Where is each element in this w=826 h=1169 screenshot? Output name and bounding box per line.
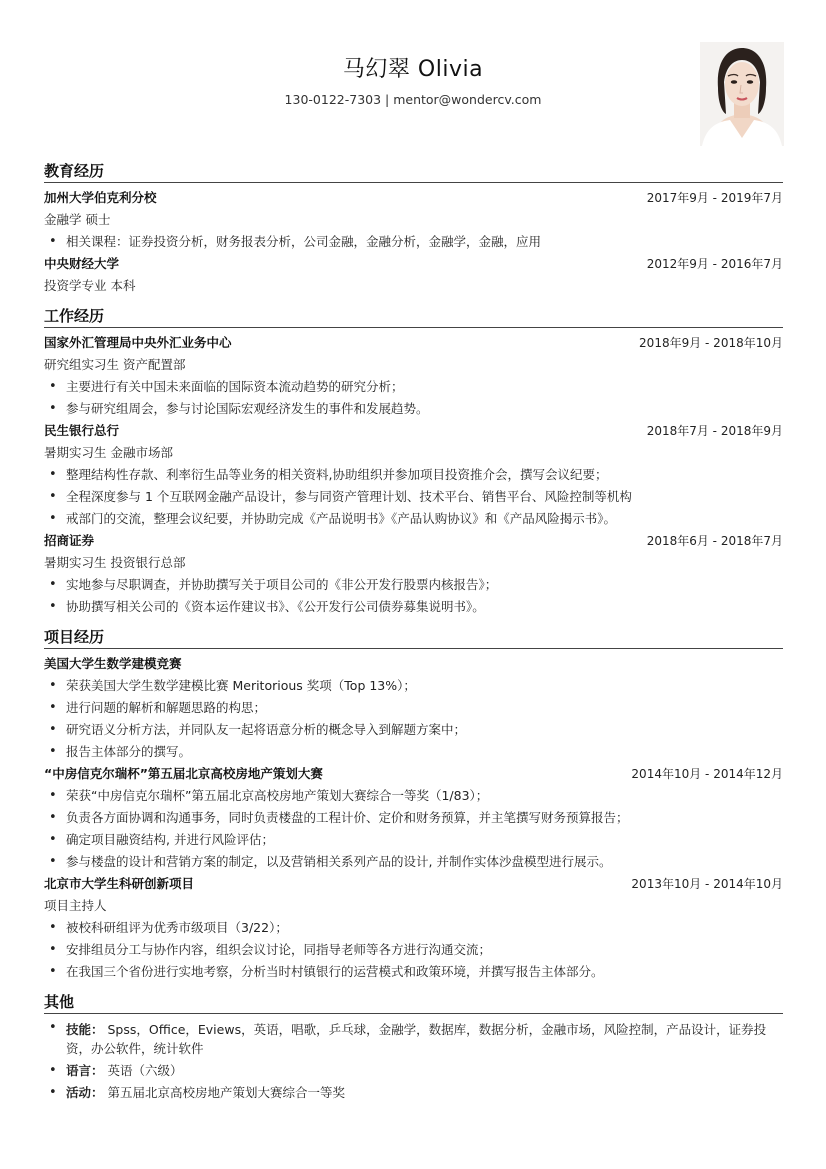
list-item: • 研究语义分析方法，并同队友一起将语意分析的概念导入到解题方案中；	[44, 719, 783, 741]
other-section	[44, 987, 783, 1104]
job-title: 研究组实习生 资产配置部	[44, 357, 186, 372]
list-item: • 参与楼盘的设计和营销方案的制定，以及营销相关系列产品的设计, 并制作实体沙盘模型进行展示。	[44, 851, 783, 873]
section-title: 工作经历	[44, 301, 783, 328]
list-item: • 荣获美国大学生数学建模比赛 Meritorious 奖项（Top 13%）；	[44, 675, 783, 697]
item-text: 英语（六级）	[107, 1063, 183, 1078]
list-item: • 被校科研组评为优秀市级项目（3/22）；	[44, 917, 783, 939]
degree: 投资学专业 本科	[44, 278, 136, 293]
list-item: • 确定项目融资结构, 并进行风险评估；	[44, 829, 783, 851]
list-item: • 参与研究组周会，参与讨论国际宏观经济发生的事件和发展趋势。	[44, 398, 783, 420]
date-range: 2014年10月 - 2014年12月	[631, 767, 783, 781]
project-entry	[44, 763, 783, 873]
date-range: 2017年9月 - 2019年7月	[646, 191, 783, 205]
list-item: • 进行问题的解析和解题思路的构思；	[44, 697, 783, 719]
contact-info: 130-0122-7303 | mentor@wondercv.com	[284, 92, 542, 107]
school-name: 中央财经大学	[44, 256, 120, 271]
project-name: “中房信克尔瑞杯”第五届北京高校房地产策划大赛	[44, 766, 323, 781]
date-range: 2018年7月 - 2018年9月	[646, 424, 783, 438]
school-name: 加州大学伯克利分校	[44, 190, 157, 205]
education-entry	[44, 253, 783, 297]
resume-content	[44, 152, 783, 1104]
portrait-photo	[700, 42, 784, 146]
date-range: 2013年10月 - 2014年10月	[631, 877, 783, 891]
list-item: • 戒部门的交流，整理会议纪要，并协助完成《产品说明书》《产品认购协议》和《产品风险揭示书》。	[44, 508, 783, 530]
list-item: • 全程深度参与 1 个互联网金融产品设计，参与同资产管理计划、技术平台、销售平台、风险控制等机构	[44, 486, 783, 508]
project-name: 美国大学生数学建模竞赛	[44, 656, 182, 671]
item-text: Spss，Office，Eviews，英语，唱歌，乒乓球，金融学，数据库，数据分析，金融市场，风险控制，产品设计，证券投资，办公软件，统计软件	[66, 1022, 767, 1056]
item-text: 第五届北京高校房地产策划大赛综合一等奖	[107, 1085, 346, 1100]
item-label: 语言：	[66, 1063, 104, 1078]
job-title: 暑期实习生 金融市场部	[44, 445, 173, 460]
candidate-name: 马幻翠 Olivia	[342, 57, 484, 82]
work-entry	[44, 420, 783, 530]
item-label: 技能：	[66, 1022, 104, 1037]
work-section	[44, 301, 783, 618]
education-section	[44, 156, 783, 297]
section-title: 教育经历	[44, 156, 783, 183]
job-title: 暑期实习生 投资银行总部	[44, 555, 186, 570]
list-item: • 相关课程：证券投资分析，财务报表分析，公司金融，金融分析，金融学，金融，应用	[44, 231, 783, 253]
work-entry	[44, 530, 783, 618]
activity-item	[44, 1082, 783, 1104]
list-item: • 荣获“中房信克尔瑞杯”第五届北京高校房地产策划大赛综合一等奖（1/83）；	[44, 785, 783, 807]
projects-section	[44, 622, 783, 983]
skills-item	[44, 1018, 783, 1060]
date-range: 2012年9月 - 2016年7月	[646, 257, 783, 271]
company-name: 招商证券	[44, 533, 95, 548]
degree: 金融学 硕士	[44, 212, 111, 227]
section-title: 其他	[44, 987, 783, 1014]
work-entry	[44, 332, 783, 420]
list-item: • 安排组员分工与协作内容，组织会议讨论，同指导老师等各方进行沟通交流；	[44, 939, 783, 961]
project-entry	[44, 653, 783, 763]
date-range: 2018年6月 - 2018年7月	[646, 534, 783, 548]
list-item: • 主要进行有关中国未来面临的国际资本流动趋势的研究分析；	[44, 376, 783, 398]
company-name: 民生银行总行	[44, 423, 120, 438]
project-role: 项目主持人	[44, 898, 107, 913]
company-name: 国家外汇管理局中央外汇业务中心	[44, 335, 232, 350]
item-label: 活动：	[66, 1085, 104, 1100]
list-item: • 报告主体部分的撰写。	[44, 741, 783, 763]
list-item: • 在我国三个省份进行实地考察，分析当时村镇银行的运营模式和政策环境，并撰写报告主体部分。	[44, 961, 783, 983]
section-title: 项目经历	[44, 622, 783, 649]
list-item: • 负责各方面协调和沟通事务，同时负责楼盘的工程计价、定价和财务预算，并主笔撰写财务预算报告；	[44, 807, 783, 829]
list-item: • 整理结构性存款、利率衍生品等业务的相关资料,协助组织并参加项目投资推介会，撰写会议纪要；	[44, 464, 783, 486]
portrait-photo-icon	[700, 42, 784, 146]
list-item: • 实地参与尽职调查，并协助撰写关于项目公司的《非公开发行股票内核报告》；	[44, 574, 783, 596]
project-entry	[44, 873, 783, 983]
list-item: • 协助撰写相关公司的《资本运作建议书》、《公开发行公司债券募集说明书》。	[44, 596, 783, 618]
date-range: 2018年9月 - 2018年10月	[639, 336, 783, 350]
language-item	[44, 1060, 783, 1082]
education-entry	[44, 187, 783, 253]
project-name: 北京市大学生科研创新项目	[44, 876, 195, 891]
